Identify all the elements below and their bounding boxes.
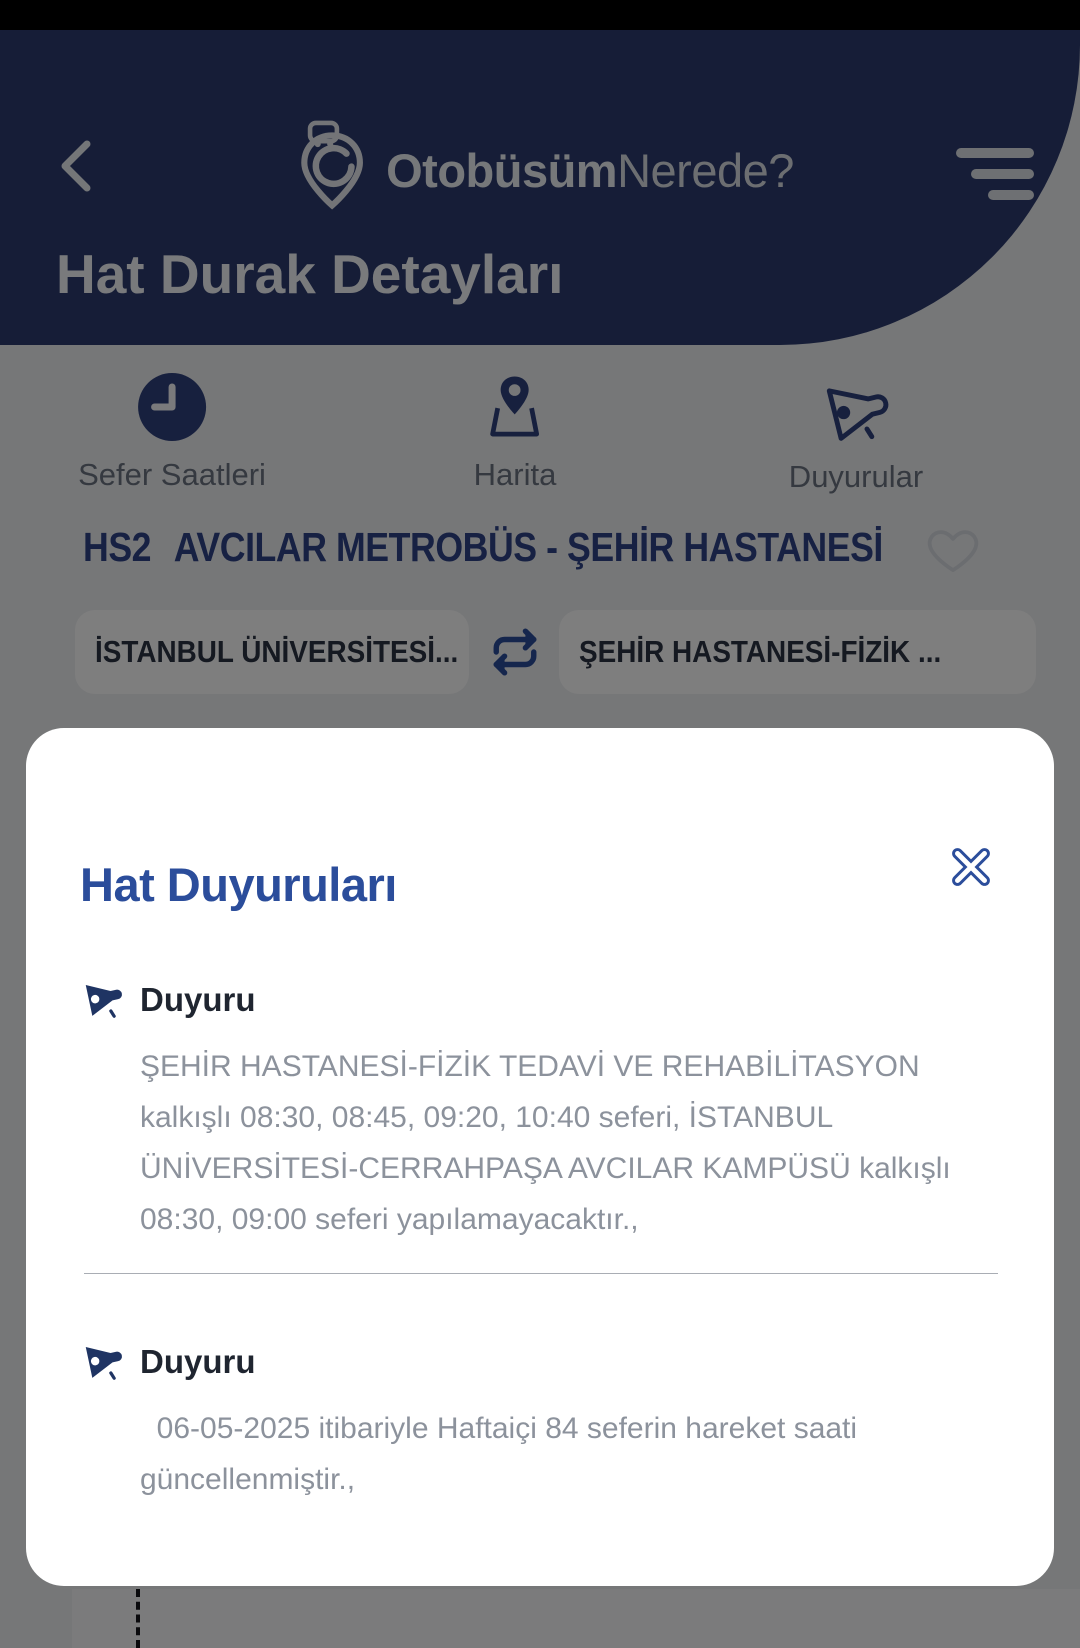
megaphone-icon [80,974,126,1025]
announcement-item [80,974,1012,1245]
announcement-header [80,1336,1012,1387]
megaphone-icon [80,1336,126,1387]
announcement-label: Duyuru [140,1342,256,1380]
close-icon [944,882,998,897]
announcement-text: 06-05-2025 itibariyle Haftaiçi 84 seferin hareket saati güncellenmiştir., [140,1412,866,1497]
announcement-item [80,1336,1012,1505]
announcement-text: ŞEHİR HASTANESİ-FİZİK TEDAVİ VE REHABİLİTASYON kalkışlı 08:30, 08:45, 09:20, 10:40 seferi, İSTANBUL ÜNİVERSİTESİ-CERRAHPAŞA AVCILAR KAMPÜSÜ kalkışlı 08:30, 09:00 seferi yapılamayacaktır., [140,1050,960,1237]
close-button[interactable] [944,840,998,894]
announcement-label: Duyuru [140,980,256,1018]
modal-title: Hat Duyuruları [80,858,397,912]
announcements-modal [26,728,1054,1586]
divider [84,1273,998,1274]
announcement-header [80,974,1012,1025]
